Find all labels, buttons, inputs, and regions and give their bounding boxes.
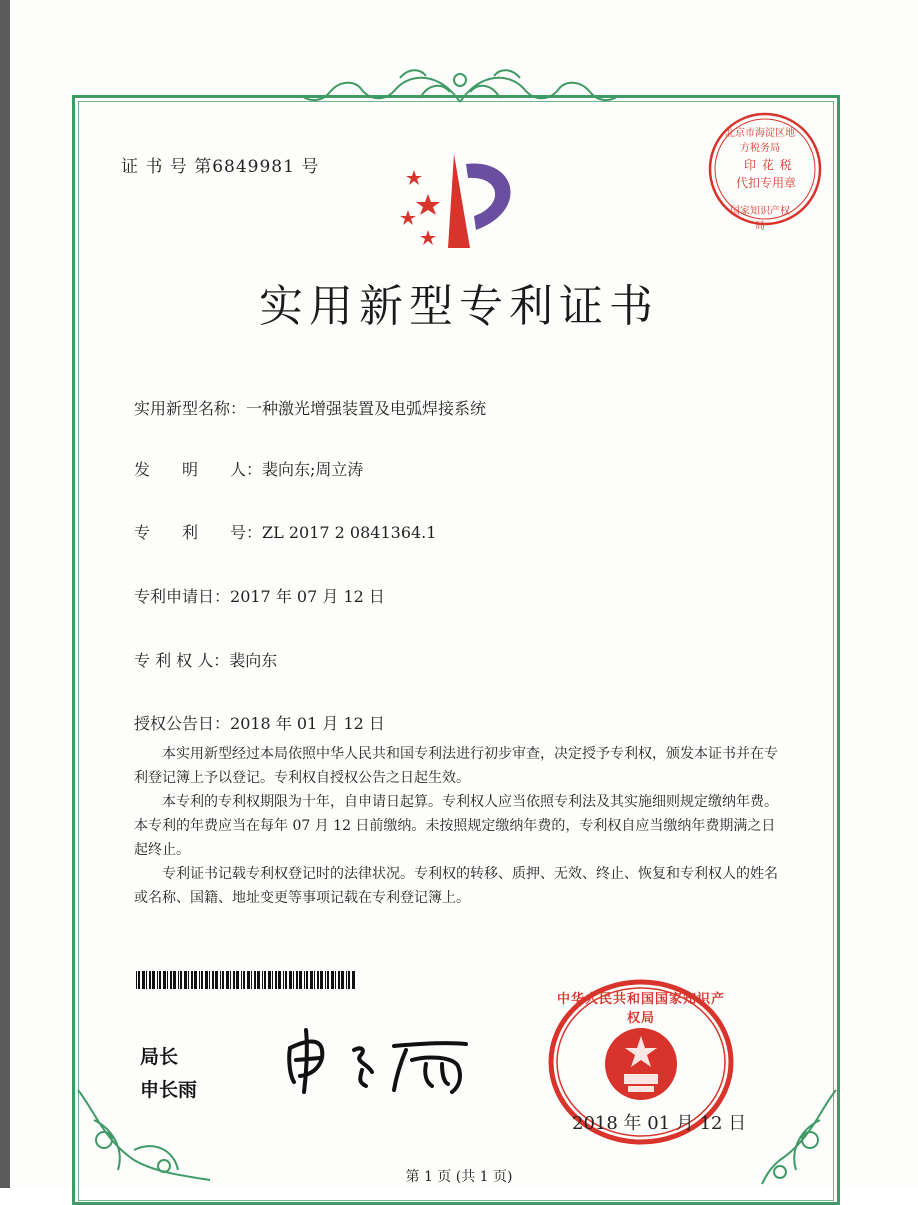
barcode-bar (283, 971, 284, 989)
inventor-label: 发 明 人： (134, 460, 263, 479)
patentee-value: 裴向东 (229, 651, 278, 670)
body-paragraph-3: 专利证书记载专利权登记时的法律状况。专利权的转移、质押、无效、终止、恢复和专利权人的姓名或名称、国籍、地址变更等事项记载在专利登记簿上。 (134, 866, 778, 906)
barcode-bar (299, 971, 302, 989)
barcode-bar (338, 971, 340, 989)
barcode-bar (247, 971, 250, 989)
barcode-bar (149, 971, 151, 989)
grant-date-label: 授权公告日： (134, 714, 231, 733)
barcode-bar (241, 971, 242, 989)
barcode-bar (272, 971, 273, 989)
barcode-bar (293, 971, 294, 989)
barcode-bar (212, 971, 214, 989)
barcode-bar (310, 971, 313, 989)
barcode-bar (230, 971, 231, 989)
barcode-bar (152, 971, 155, 989)
tax-stamp-arc-text: 北京市海淀区地方税务局 (725, 128, 795, 154)
barcode-bar (278, 971, 281, 989)
seal-text: 中华人民共和国国家知识产权局 (556, 992, 725, 1026)
application-date-row (134, 584, 385, 607)
barcode-bar (142, 971, 145, 989)
barcode-bar (243, 971, 245, 989)
barcode-bar (317, 971, 319, 989)
barcode-bar (209, 971, 210, 989)
barcode-bar (159, 971, 161, 989)
barcode-bar (199, 971, 200, 989)
top-ornament (300, 62, 620, 114)
grant-date-value: 2018 年 01 月 12 日 (230, 714, 385, 733)
barcode-bar (257, 971, 260, 989)
barcode-bar (184, 971, 187, 989)
certificate-title: 实用新型专利证书 (259, 281, 659, 332)
barcode-bar (173, 971, 176, 989)
barcode-bar (136, 971, 137, 989)
barcode-bar (236, 971, 239, 989)
barcode-bar (180, 971, 182, 989)
barcode-bar (341, 971, 344, 989)
barcode-bar (285, 971, 287, 989)
certificate-number: 证 书 号 第6849981 号 (121, 157, 320, 177)
inventor-row (134, 457, 363, 480)
barcode-bar (163, 971, 166, 989)
application-date-label: 专利申请日： (134, 587, 231, 606)
body-paragraph-1: 本实用新型经过本局依照中华人民共和国专利法进行初步审查，决定授予专利权，颁发本证书并在专利登记簿上予以登记。专利权自授权公告之日起生效。 (134, 746, 778, 786)
scan-edge (0, 0, 10, 1188)
barcode-bar (233, 971, 235, 989)
inventor-value: 裴向东;周立涛 (262, 460, 364, 479)
barcode-bar (191, 971, 193, 989)
barcode-bar (226, 971, 229, 989)
barcode-bar (325, 971, 326, 989)
application-date-value: 2017 年 07 月 12 日 (230, 587, 385, 606)
barcode-bar (296, 971, 298, 989)
barcode-bar (264, 971, 266, 989)
barcode-bar (205, 971, 208, 989)
barcode (136, 971, 358, 989)
tax-stamp-text-2: 代扣专用章 (736, 176, 797, 190)
barcode-bar (167, 971, 168, 989)
barcode-bar (335, 971, 336, 989)
director-name: 申长雨 (140, 1079, 198, 1101)
patent-number-value: ZL 2017 2 0841364.1 (262, 523, 437, 542)
barcode-bar (304, 971, 305, 989)
barcode-bar (138, 971, 140, 989)
barcode-bar (289, 971, 292, 989)
barcode-bar (262, 971, 263, 989)
patentee-label: 专 利 权 人： (134, 651, 230, 670)
body-paragraph-2: 本专利的专利权期限为十年，自申请日起算。专利权人应当依照专利法及其实施细则规定缴纳年费。本专利的年费应当在每年 07 月 12 日前缴纳。未按照规定缴纳年费的，专利权自应当缴纳年费期满之日起终止。 (134, 794, 778, 858)
patent-number-row (134, 520, 436, 543)
barcode-bar (194, 971, 197, 989)
barcode-bar (331, 971, 334, 989)
utility-model-name-value: 一种激光增强装置及电弧焊接系统 (246, 399, 487, 418)
barcode-bar (146, 971, 147, 989)
barcode-bar (251, 971, 252, 989)
barcode-bar (268, 971, 271, 989)
patent-office-logo-icon (384, 150, 534, 254)
patent-number-label: 专 利 号： (134, 523, 263, 542)
barcode-bar (157, 971, 158, 989)
barcode-bar (306, 971, 308, 989)
certificate-body (134, 742, 782, 910)
barcode-bar (215, 971, 218, 989)
barcode-bar (222, 971, 224, 989)
barcode-bar (170, 971, 172, 989)
seal-date: 2018 年 01 月 12 日 (572, 1113, 747, 1134)
barcode-bar (348, 971, 350, 989)
tax-stamp-text-1: 印 花 税 (744, 158, 793, 172)
barcode-bar (254, 971, 256, 989)
barcode-bar (320, 971, 323, 989)
barcode-bar (352, 971, 355, 989)
tax-stamp-bottom-text: 国家知识产权局 (730, 206, 790, 232)
utility-model-name-row (134, 396, 486, 419)
barcode-bar (201, 971, 203, 989)
director-signature (276, 1020, 476, 1100)
grant-date-row (134, 711, 385, 734)
director-title: 局长 (140, 1046, 179, 1068)
utility-model-name-label: 实用新型名称： (134, 399, 247, 418)
barcode-bar (346, 971, 347, 989)
barcode-bar (314, 971, 315, 989)
barcode-bar (178, 971, 179, 989)
patentee-row (134, 648, 277, 671)
barcode-bar (275, 971, 277, 989)
barcode-bar (188, 971, 189, 989)
page-footer: 第 1 页 (共 1 页) (405, 1169, 513, 1185)
barcode-bar (327, 971, 329, 989)
barcode-bar (220, 971, 221, 989)
